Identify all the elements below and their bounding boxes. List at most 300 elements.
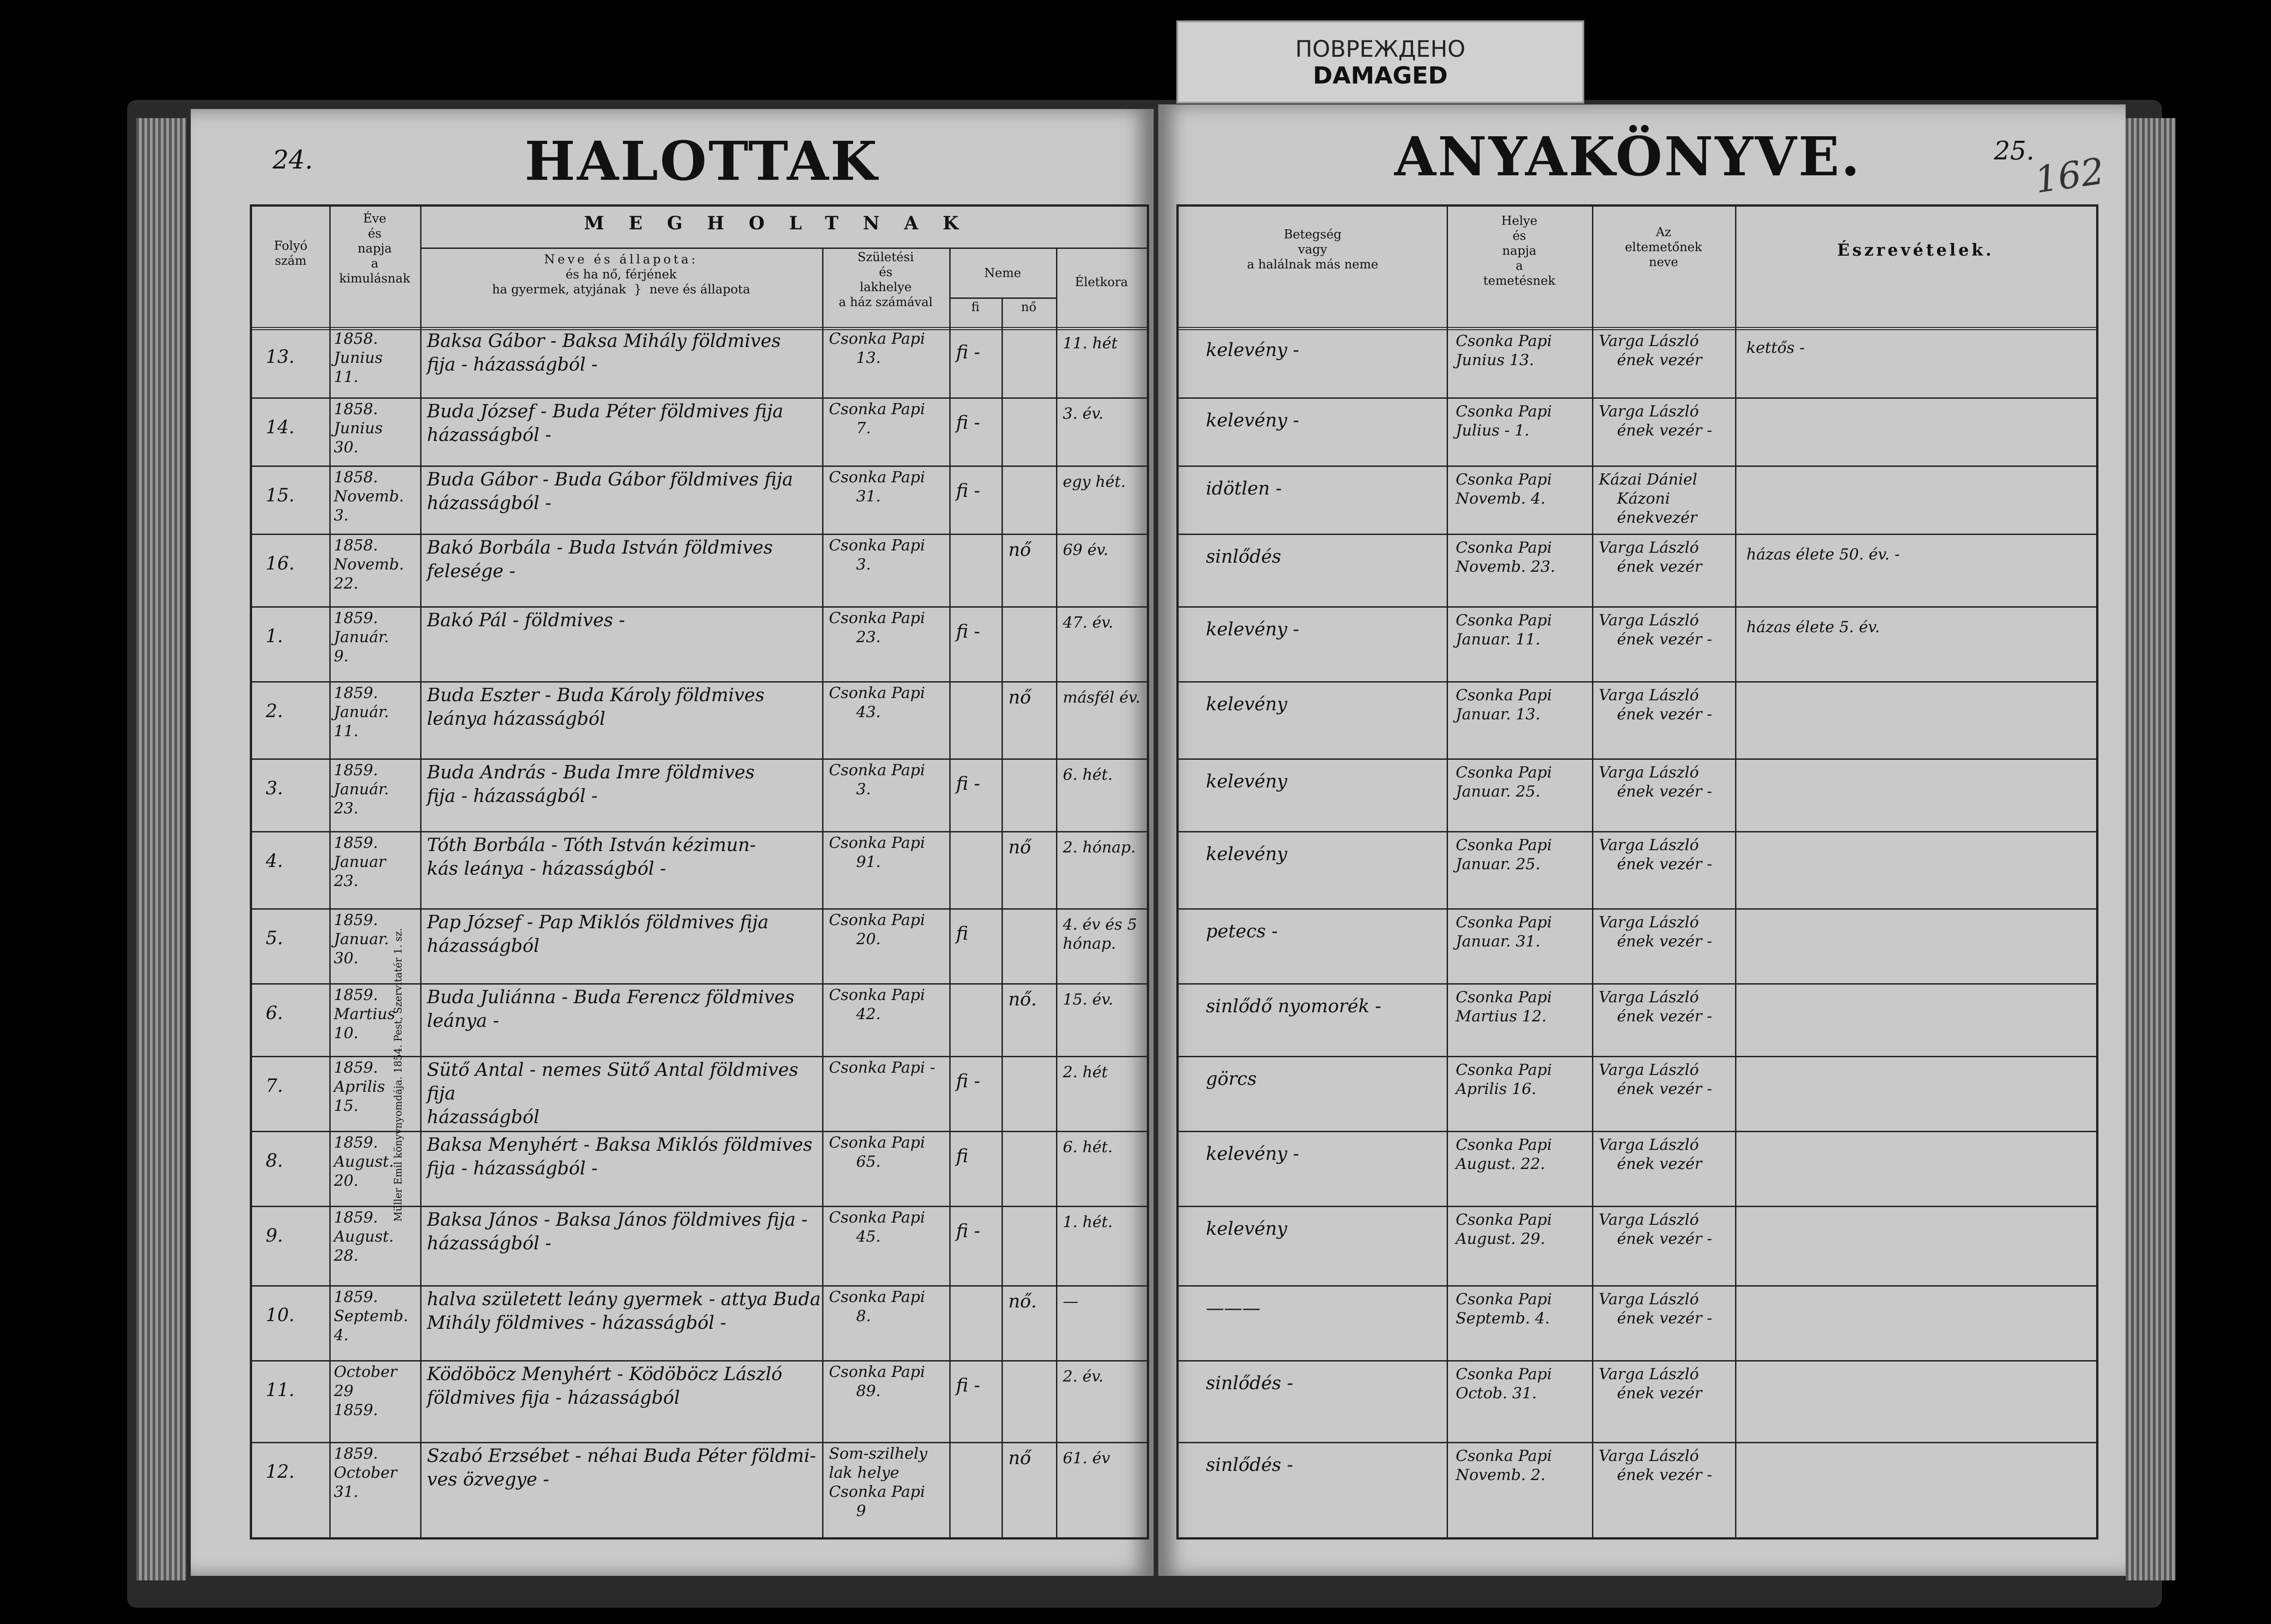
- birthplace-line: Csonka Papi: [829, 609, 925, 627]
- buried-by: [1599, 332, 1733, 370]
- deceased-name-line: leánya házasságból: [427, 708, 605, 729]
- deceased-name: [427, 1287, 822, 1335]
- burial-line: Csonka Papi: [1456, 686, 1552, 704]
- death-date-line: 1858.: [334, 400, 378, 418]
- burial-place-date: [1456, 1365, 1590, 1403]
- deceased-name-line: halva született leány gyermek - attya Buda: [427, 1289, 821, 1310]
- death-date-line: 29: [334, 1382, 354, 1400]
- burial-line: Csonka Papi: [1456, 988, 1552, 1006]
- burial-place-date: [1456, 988, 1590, 1026]
- buried-by-line: Varga László: [1599, 1365, 1699, 1383]
- buried-by: [1599, 1210, 1733, 1248]
- deceased-name: [427, 683, 822, 731]
- header-betegseg: Betegség vagy a halálnak más neme: [1247, 228, 1378, 272]
- death-date-line: 1859.: [334, 1059, 378, 1077]
- row-number: 10.: [266, 1305, 295, 1326]
- death-date-line: 10.: [334, 1024, 359, 1042]
- buried-by-line: ének vezér -: [1617, 855, 1712, 873]
- sex-male: fi -: [956, 412, 980, 433]
- birthplace-line: Csonka Papi: [829, 1363, 925, 1381]
- buried-by-line: Varga László: [1599, 1211, 1699, 1229]
- age: 69 év.: [1063, 541, 1109, 559]
- buried-by-line: ének vezér -: [1617, 705, 1712, 723]
- death-date-line: 11.: [334, 368, 359, 386]
- printer-note: Müller Emil könyvnyomdája. 1854. Pest, Szervitatér 1. sz.: [393, 928, 404, 1222]
- death-date-line: 31.: [334, 1483, 359, 1501]
- page-number: 25.: [1994, 136, 2035, 166]
- deceased-name: [427, 468, 822, 515]
- birthplace-line: 8.: [856, 1307, 871, 1325]
- death-date-line: Septemb.: [334, 1307, 408, 1325]
- header-fi: fi: [971, 300, 980, 314]
- burial-line: Novemb. 4.: [1456, 490, 1546, 508]
- buried-by-line: ének vezér: [1617, 351, 1702, 369]
- buried-by-line: Varga László: [1599, 836, 1699, 854]
- sex-male: fi -: [956, 773, 980, 794]
- age: 6. hét.: [1063, 766, 1113, 784]
- burial-line: Csonka Papi: [1456, 402, 1552, 421]
- death-date: [334, 329, 420, 386]
- death-date-line: 30.: [334, 949, 359, 967]
- age: 2. hónap.: [1063, 838, 1136, 857]
- buried-by: [1599, 402, 1733, 440]
- birthplace: [829, 1058, 947, 1077]
- row-number: 9.: [266, 1225, 283, 1246]
- death-date: [334, 468, 420, 525]
- death-date-line: Novemb.: [334, 555, 404, 574]
- birthplace-line: Csonka Papi: [829, 536, 925, 555]
- row-number: 7.: [266, 1075, 283, 1096]
- age: 2. év.: [1063, 1367, 1104, 1386]
- death-date: [334, 761, 420, 818]
- header-neve: Neve és állapota: és ha nő, férjének ha gyermek, atyjának } neve és állapota: [492, 253, 750, 297]
- death-date: [334, 609, 420, 666]
- burial-line: Csonka Papi: [1456, 763, 1552, 782]
- death-date: [334, 985, 420, 1043]
- buried-by: [1599, 763, 1733, 801]
- buried-by: [1599, 1365, 1733, 1403]
- buried-by: [1599, 1135, 1733, 1173]
- buried-by-line: ének vezér -: [1617, 1466, 1712, 1484]
- death-date-line: October: [334, 1464, 397, 1482]
- burial-place-date: [1456, 1290, 1590, 1328]
- birthplace-line: Csonka Papi: [829, 330, 925, 348]
- death-date-line: Január.: [334, 703, 389, 721]
- death-date-line: 1859.: [334, 1401, 378, 1419]
- sex-male: fi -: [956, 480, 980, 501]
- deceased-name-line: házasságból -: [427, 1233, 551, 1254]
- deceased-name-line: Bakó Pál - földmives -: [427, 610, 625, 631]
- age: 2. hét: [1063, 1063, 1108, 1081]
- burial-place-date: [1456, 470, 1590, 508]
- burial-line: Januar. 25.: [1456, 855, 1541, 873]
- sex-male: fi -: [956, 342, 980, 363]
- death-date-line: Januar.: [334, 930, 389, 948]
- burial-line: Julius - 1.: [1456, 421, 1530, 440]
- buried-by: [1599, 1060, 1733, 1099]
- death-date-line: 1859.: [334, 684, 378, 702]
- deceased-name-line: Baksa Menyhért - Baksa Miklós földmives: [427, 1134, 813, 1155]
- death-date-line: Junius: [334, 349, 383, 367]
- sex-female: nő: [1008, 1448, 1031, 1469]
- death-date-line: August.: [334, 1228, 394, 1246]
- death-date-line: 1859.: [334, 1134, 378, 1152]
- buried-by-line: ének vezér -: [1617, 421, 1712, 440]
- buried-by-line: Kázai Dániel: [1599, 470, 1697, 489]
- buried-by-line: ének vezér -: [1617, 630, 1712, 649]
- death-date-line: Novemb.: [334, 487, 404, 505]
- burial-line: Csonka Papi: [1456, 1365, 1552, 1383]
- header-eltemeto: Az eltemetőnek neve: [1625, 225, 1702, 269]
- deceased-name: [427, 536, 822, 583]
- deceased-name: [427, 1133, 822, 1180]
- deceased-name: [427, 985, 822, 1033]
- row-number: 12.: [266, 1461, 295, 1482]
- page-title: ANYAKÖNYVE.: [1394, 125, 1862, 188]
- burial-line: Novemb. 23.: [1456, 558, 1556, 576]
- row-number: 5.: [266, 928, 283, 949]
- burial-line: Septemb. 4.: [1456, 1309, 1550, 1327]
- deceased-name: [427, 400, 822, 447]
- burial-line: Novemb. 2.: [1456, 1466, 1546, 1484]
- death-date-line: 1858.: [334, 330, 378, 348]
- birthplace-line: 31.: [856, 487, 881, 505]
- buried-by: [1599, 686, 1733, 724]
- buried-by-line: ének vezér: [1617, 1384, 1702, 1402]
- burial-line: Csonka Papi: [1456, 1447, 1552, 1465]
- page-title: HALOTTAK: [525, 129, 879, 193]
- sex-male: fi: [956, 1146, 968, 1167]
- buried-by-line: Varga László: [1599, 913, 1699, 931]
- buried-by-line: Varga László: [1599, 332, 1699, 350]
- deceased-name-line: fija - házasságból -: [427, 354, 598, 375]
- row-number: 15.: [266, 485, 295, 506]
- deceased-name-line: Bakó Borbála - Buda István földmives: [427, 537, 773, 558]
- death-date-line: Martius: [334, 1005, 396, 1023]
- birthplace-line: 45.: [856, 1228, 881, 1246]
- sex-male: fi -: [956, 1071, 980, 1092]
- row-number: 3.: [266, 778, 283, 799]
- row-number: 4.: [266, 851, 283, 871]
- birthplace-line: Csonka Papi: [829, 761, 925, 779]
- burial-place-date: [1456, 1135, 1590, 1173]
- birthplace: [829, 1287, 947, 1326]
- cause-of-death: kelevény -: [1206, 619, 1299, 640]
- age: 3. év.: [1063, 405, 1104, 423]
- death-date-line: Aprilis: [334, 1078, 385, 1096]
- birthplace: [829, 833, 947, 871]
- burial-line: Csonka Papi: [1456, 332, 1552, 350]
- burial-line: Junius 13.: [1456, 351, 1534, 369]
- birthplace-line: 89.: [856, 1382, 881, 1400]
- birthplace-line: Csonka Papi: [829, 911, 925, 929]
- birthplace-line: Som-szilhely lak helye Csonka Papi: [829, 1445, 927, 1501]
- birthplace-line: 43.: [856, 703, 881, 721]
- burial-line: Csonka Papi: [1456, 539, 1552, 557]
- cause-of-death: kelevény: [1206, 1218, 1288, 1239]
- buried-by: [1599, 836, 1733, 874]
- buried-by: [1599, 988, 1733, 1026]
- birthplace-line: 91.: [856, 853, 881, 871]
- archive-number: 162: [2032, 149, 2107, 202]
- death-date-line: 28.: [334, 1247, 359, 1265]
- birthplace: [829, 1133, 947, 1171]
- death-date: [334, 683, 420, 741]
- deceased-name: [427, 1208, 822, 1255]
- deceased-name-line: Sütő Antal - nemes Sütő Antal földmives fija: [427, 1060, 798, 1104]
- age: 4. év és 5 hónap.: [1063, 916, 1137, 953]
- damaged-label: ПОВРЕЖДЕНО DAMAGED: [1176, 20, 1584, 104]
- header-helye: Helye és napja a temetésnek: [1483, 214, 1556, 288]
- death-date-line: 15.: [334, 1097, 359, 1115]
- buried-by-line: ének vezér: [1617, 1155, 1702, 1173]
- deceased-name: [427, 1444, 822, 1491]
- birthplace: [829, 609, 947, 647]
- death-date: [334, 911, 420, 968]
- buried-by: [1599, 1290, 1733, 1328]
- death-date-line: 1859.: [334, 1288, 378, 1306]
- deceased-name-line: Szabó Erzsébet - néhai Buda Péter földmi-: [427, 1446, 816, 1466]
- burial-line: Csonka Papi: [1456, 470, 1552, 489]
- header-szuletesi: Születési és lakhelye a ház számával: [838, 250, 933, 309]
- birthplace-line: 3.: [856, 780, 871, 798]
- left-page: [191, 109, 1154, 1576]
- death-date-line: 1859.: [334, 1208, 378, 1227]
- age: 15. év.: [1063, 990, 1113, 1009]
- buried-by: [1599, 913, 1733, 951]
- buried-by-line: Varga László: [1599, 402, 1699, 421]
- cause-of-death: sinlődés: [1206, 546, 1281, 567]
- buried-by: [1599, 538, 1733, 576]
- birthplace-line: 13.: [856, 349, 881, 367]
- buried-by-line: ének vezér -: [1617, 1230, 1712, 1248]
- death-register-right-table: [1176, 204, 2098, 1540]
- birthplace-line: Csonka Papi: [829, 1208, 925, 1227]
- death-date: [334, 1444, 420, 1501]
- row-number: 11.: [266, 1380, 295, 1401]
- burial-place-date: [1456, 1060, 1590, 1099]
- burial-place-date: [1456, 611, 1590, 649]
- burial-place-date: [1456, 1446, 1590, 1485]
- death-date-line: 1859.: [334, 834, 378, 852]
- age: egy hét.: [1063, 473, 1126, 491]
- burial-place-date: [1456, 686, 1590, 724]
- remarks: házas élete 5. év.: [1746, 618, 1880, 636]
- death-date-line: 23.: [334, 799, 359, 817]
- burial-line: Januar. 13.: [1456, 705, 1541, 723]
- cause-of-death: sinlődés -: [1206, 1373, 1293, 1394]
- cause-of-death: petecs -: [1206, 921, 1278, 942]
- death-date-line: Januar: [334, 853, 386, 871]
- burial-place-date: [1456, 836, 1590, 874]
- birthplace-line: 7.: [856, 419, 871, 437]
- deceased-name-line: Tóth Borbála - Tóth István kézimun-: [427, 835, 756, 856]
- age: másfél év.: [1063, 688, 1140, 707]
- sex-male: fi -: [956, 1375, 980, 1396]
- deceased-name-line: leánya -: [427, 1010, 499, 1031]
- deceased-name-line: ves özvegye -: [427, 1469, 550, 1490]
- header-meghaltnak: MEGHOLTNAK: [584, 213, 983, 234]
- buried-by-line: Varga László: [1599, 1447, 1699, 1465]
- deceased-name-line: fija - házasságból -: [427, 1158, 598, 1179]
- sex-female: nő: [1008, 687, 1031, 708]
- row-number: 6.: [266, 1003, 283, 1024]
- death-date-line: 9.: [334, 647, 349, 665]
- buried-by-line: ének vezér -: [1617, 1309, 1712, 1327]
- header-neme: Neme: [984, 266, 1021, 280]
- age: —: [1063, 1292, 1078, 1311]
- deceased-name: [427, 1058, 822, 1129]
- deceased-name-line: Buda Eszter - Buda Károly földmives: [427, 685, 765, 706]
- buried-by-line: Varga László: [1599, 988, 1699, 1006]
- burial-line: Januar. 25.: [1456, 782, 1541, 801]
- death-date-line: 1859.: [334, 1445, 378, 1463]
- death-date-line: 1859.: [334, 761, 378, 779]
- death-date-line: 1859.: [334, 911, 378, 929]
- cause-of-death: kelevény -: [1206, 1144, 1299, 1164]
- burial-line: Octob. 31.: [1456, 1384, 1537, 1402]
- cause-of-death: kelevény: [1206, 694, 1288, 715]
- header-eletkora: Életkora: [1075, 275, 1128, 289]
- birthplace-line: Csonka Papi: [829, 986, 925, 1004]
- burial-line: August. 22.: [1456, 1155, 1545, 1173]
- header-eve: Éve és napja a kimulásnak: [339, 212, 411, 286]
- deceased-name-line: Buda András - Buda Imre földmives: [427, 762, 755, 783]
- deceased-name-line: Buda Juliánna - Buda Ferencz földmives: [427, 987, 794, 1008]
- deceased-name-line: házasságból: [427, 936, 540, 956]
- burial-line: Januar. 31.: [1456, 932, 1541, 951]
- deceased-name: [427, 329, 822, 376]
- age: 11. hét: [1063, 334, 1118, 352]
- sex-male: fi: [956, 923, 968, 944]
- buried-by-line: Varga László: [1599, 1061, 1699, 1079]
- buried-by: [1599, 1446, 1733, 1485]
- row-number: 8.: [266, 1150, 283, 1171]
- birthplace-line: Csonka Papi -: [829, 1059, 936, 1077]
- deceased-name-line: Baksa János - Baksa János földmives fija -: [427, 1209, 808, 1230]
- burial-place-date: [1456, 913, 1590, 951]
- birthplace-line: 65.: [856, 1153, 881, 1171]
- burial-line: Csonka Papi: [1456, 836, 1552, 854]
- row-number: 2.: [266, 701, 283, 722]
- cause-of-death: görcs: [1206, 1069, 1257, 1089]
- death-register-left-table: [250, 204, 1149, 1540]
- deceased-name-line: Buda Gábor - Buda Gábor földmives fija: [427, 469, 793, 490]
- buried-by-line: ének vezér -: [1617, 1080, 1712, 1098]
- burial-line: Csonka Papi: [1456, 913, 1552, 931]
- burial-line: August. 29.: [1456, 1230, 1545, 1248]
- buried-by-line: Varga László: [1599, 1290, 1699, 1308]
- death-date-line: 1858.: [334, 468, 378, 486]
- remarks: házas élete 50. év. -: [1746, 545, 1900, 564]
- burial-line: Csonka Papi: [1456, 1211, 1552, 1229]
- burial-line: Csonka Papi: [1456, 1061, 1552, 1079]
- birthplace-line: Csonka Papi: [829, 1288, 925, 1306]
- burial-place-date: [1456, 402, 1590, 440]
- buried-by: [1599, 470, 1733, 527]
- buried-by-line: Kázoni énekvezér: [1617, 490, 1697, 527]
- birthplace: [829, 683, 947, 722]
- death-date-line: 1859.: [334, 609, 378, 627]
- deceased-name-line: felesége -: [427, 561, 516, 582]
- cause-of-death: kelevény: [1206, 771, 1288, 792]
- death-date-line: 4.: [334, 1326, 349, 1344]
- birthplace: [829, 1208, 947, 1246]
- age: 47. év.: [1063, 614, 1113, 632]
- deceased-name-line: házasságból -: [427, 493, 551, 514]
- deceased-name-line: Buda József - Buda Péter földmives fija: [427, 401, 783, 422]
- birthplace-line: 3.: [856, 555, 871, 574]
- birthplace: [829, 1362, 947, 1401]
- burial-line: Martius 12.: [1456, 1007, 1547, 1025]
- sex-male: fi -: [956, 1221, 980, 1242]
- deceased-name-line: Ködöböcz Menyhért - Ködöböcz László: [427, 1364, 783, 1385]
- deceased-name-line: Pap József - Pap Miklós földmives fija: [427, 912, 769, 933]
- deceased-name-line: fija - házasságból -: [427, 786, 598, 807]
- buried-by-line: ének vezér: [1617, 558, 1702, 576]
- birthplace: [829, 536, 947, 574]
- burial-place-date: [1456, 1210, 1590, 1248]
- death-date-line: October: [334, 1363, 397, 1381]
- buried-by-line: Varga László: [1599, 686, 1699, 704]
- age: 61. év: [1063, 1449, 1111, 1467]
- birthplace-line: Csonka Papi: [829, 468, 925, 486]
- deceased-name: [427, 609, 822, 632]
- page-edges-left: [136, 118, 186, 1580]
- header-no: nő: [1021, 300, 1036, 314]
- buried-by-line: ének vezér -: [1617, 782, 1712, 801]
- buried-by: [1599, 611, 1733, 649]
- row-number: 1.: [266, 626, 283, 647]
- buried-by-line: Varga László: [1599, 611, 1699, 629]
- birthplace-line: Csonka Papi: [829, 400, 925, 418]
- death-date-line: 23.: [334, 872, 359, 890]
- buried-by-line: Varga László: [1599, 763, 1699, 782]
- death-date-line: Január.: [334, 628, 389, 646]
- age: 1. hét.: [1063, 1213, 1113, 1231]
- birthplace: [829, 985, 947, 1024]
- page-number: 24.: [273, 145, 313, 175]
- birthplace: [829, 468, 947, 506]
- deceased-name: [427, 761, 822, 808]
- death-date: [334, 1133, 420, 1190]
- buried-by-line: Varga László: [1599, 1136, 1699, 1154]
- right-page: [1158, 104, 2126, 1576]
- death-date-line: 11.: [334, 722, 359, 740]
- cause-of-death: kelevény: [1206, 844, 1288, 865]
- sex-male: fi -: [956, 621, 980, 642]
- death-date-line: 1858.: [334, 536, 378, 555]
- birthplace-line: 20.: [856, 930, 881, 948]
- buried-by-line: ének vezér -: [1617, 932, 1712, 951]
- deceased-name-line: házasságból: [427, 1107, 540, 1128]
- death-date: [334, 1362, 420, 1420]
- sex-female: nő: [1008, 837, 1031, 858]
- birthplace-line: Csonka Papi: [829, 834, 925, 852]
- sex-female: nő: [1008, 540, 1031, 560]
- burial-line: Januar. 11.: [1456, 630, 1541, 649]
- death-date-line: 1859.: [334, 986, 378, 1004]
- death-date-line: August.: [334, 1153, 394, 1171]
- birthplace: [829, 761, 947, 799]
- death-date: [334, 400, 420, 457]
- death-date: [334, 1287, 420, 1345]
- birthplace: [829, 329, 947, 367]
- deceased-name-line: Mihály földmives - házasságból -: [427, 1312, 726, 1333]
- burial-line: Aprilis 16.: [1456, 1080, 1537, 1098]
- burial-line: Csonka Papi: [1456, 611, 1552, 629]
- cause-of-death: kelevény -: [1206, 410, 1299, 431]
